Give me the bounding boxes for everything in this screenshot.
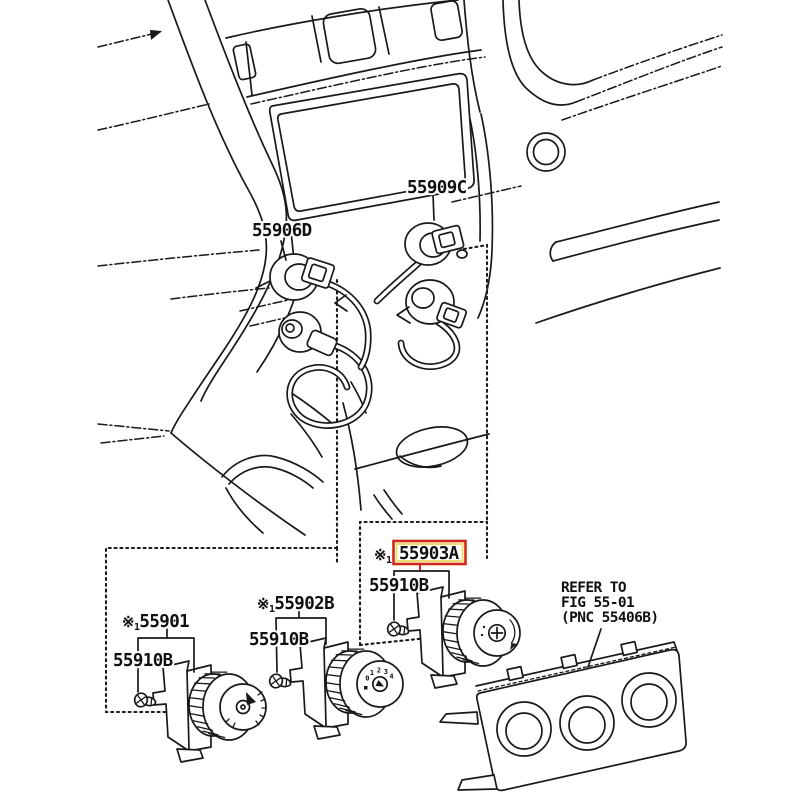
wiring-harness-drawing: [256, 223, 467, 426]
screw-label-55910b[interactable]: 55910B: [113, 651, 173, 671]
reference-note-line3: (PNC 55406B): [561, 610, 659, 626]
bulb-socket-lower-left-drawing: [279, 312, 338, 357]
part-number: 55902B: [274, 594, 335, 614]
note-marker-55903a: ※1: [374, 546, 392, 566]
reference-note-line2: FIG 55-01: [561, 595, 635, 611]
blower-switch-55902b-drawing: [290, 638, 403, 739]
part-label-55902b[interactable]: [257, 594, 334, 615]
bulb-socket-55909c-drawing: [405, 223, 467, 265]
note-marker: ※: [257, 595, 269, 613]
part-label-55906d[interactable]: 55906D: [252, 221, 312, 241]
bulb-socket-lower-right-drawing: [406, 280, 467, 329]
screw-label-55910b[interactable]: 55910B: [249, 630, 309, 650]
dial-number: 4: [389, 672, 394, 681]
part-label-55901[interactable]: [122, 612, 189, 633]
reference-note: [561, 580, 659, 626]
callout-leader-lines: [138, 194, 601, 692]
reference-note-line1: REFER TO: [561, 580, 627, 596]
note-marker-sub: 1: [268, 604, 275, 615]
dial-number: 2: [376, 666, 381, 675]
blower-switch-55903a-drawing: [407, 587, 520, 688]
screw-55910b-drawing: [387, 621, 410, 638]
dial-number: 1: [369, 669, 375, 677]
part-label-55903a: 55903A: [399, 544, 459, 564]
note-marker-sub: 1: [133, 622, 140, 633]
screw-label-55910b[interactable]: 55910B: [369, 576, 429, 596]
part-number: 55901: [139, 612, 190, 632]
highlighted-part-box[interactable]: [394, 541, 466, 564]
bulb-socket-55906d-drawing: [256, 254, 335, 300]
dial-number: 0: [365, 674, 370, 683]
note-marker: ※: [122, 613, 134, 631]
part-callouts: [113, 178, 659, 671]
blower-switch-55901-drawing: [153, 661, 266, 762]
screw-55910b-drawing: [269, 673, 292, 690]
part-label-55909c[interactable]: 55909C: [407, 178, 467, 198]
dial-number: 3: [383, 667, 389, 676]
